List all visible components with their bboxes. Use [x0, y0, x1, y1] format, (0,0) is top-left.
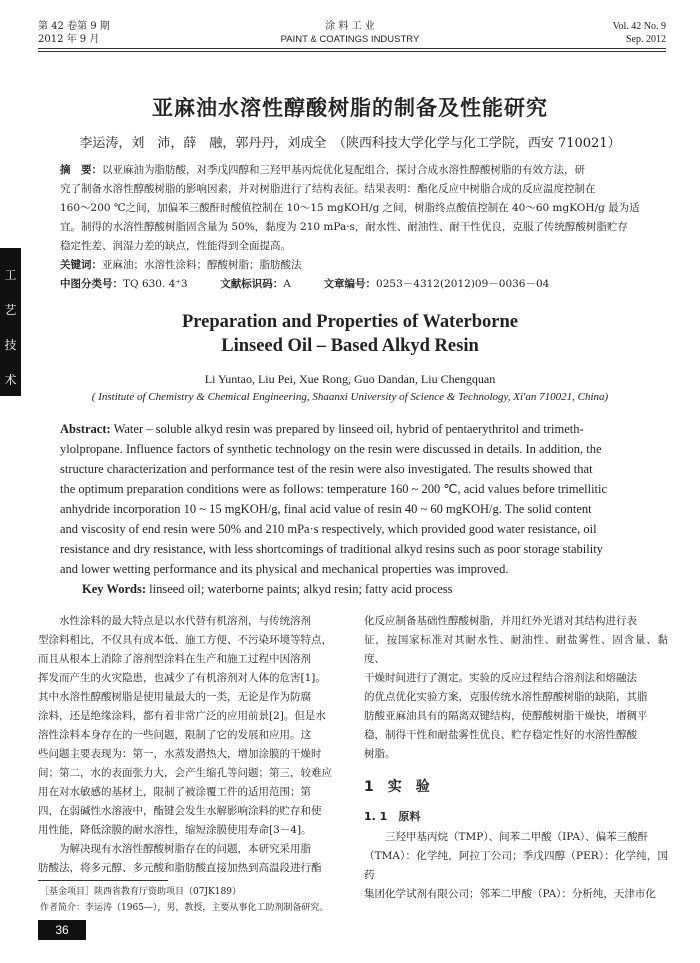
section-heading: 1 实 验	[364, 779, 430, 795]
page-number: 36	[38, 920, 86, 940]
subsection-heading: 1. 1 原料	[364, 810, 421, 823]
english-title: Preparation and Properties of Waterborne Linseed Oil – Based Alkyd Resin	[181, 312, 519, 356]
english-affiliation: ( Institute of Chemistry & Chemical Engineering, Shaanxi University of Science & Technology, Xi'an 710021, China)	[91, 391, 609, 403]
footnotes: ［基金项目］陕西省教育厅资助项目（07JK189） 作者简介：李运涛（1965—），男，教授，主要从事化工助剂制备研究。	[40, 887, 329, 913]
english-authors: Li Yuntao, Liu Pei, Xue Rong, Guo Dandan, Liu Chengquan	[204, 372, 496, 386]
authors-cn: 李运涛，刘 沛，薛 融，郭丹丹，刘成全 （陕西科技大学化学与化工学院，西安 710021）	[79, 136, 621, 151]
abstract-en: Abstract: Water – soluble alkyd resin was prepared by linseed oil, hybrid of pentaerythritol and trimeth- ylolpropane. Influence factors of synthetic technology on the resin were discussed in details. In addition, the structure characterization and performance test of the resin were also investigated. The results showed that the optimum preparation conditions were as follows: temperature 160 ~ 200 ℃, acid values before trimellitic anhydride incorporation 10 ~ 15 mgKOH/g, final acid value of resin 40 ~ 60 mgKOH/g. The solid content and viscosity of end resin were 50% and 210 mPa·s respectively, which provided good water resistance, oil resistance and dry resistance, with less shortcomings of traditional alkyd resins such as poor storage stability and lower wetting performance and its physical and mechanical properties was improved. Key Words: linseed oil; waterborne paints; alkyd resin; fatty acid process	[60, 419, 646, 599]
footnote-rule	[38, 880, 168, 881]
page-title: 亚麻油水溶性醇酸树脂的制备及性能研究	[152, 96, 548, 120]
keywords-en: Key Words: linseed oil; waterborne paints; alkyd resin; fatty acid process	[82, 582, 453, 596]
body-right-column: 化反应制备基础性醇酸树脂，并用红外光谱对其结构进行表 征，按国家标准对其耐水性、耐油性、耐盐雾性、固含量、黏度、 干燥时间进行了测定。实验的反应过程结合溶剂法和熔融法 的优点优化实验方案，克服传统水溶性醇酸树脂的缺陷，其脂 肪酸亚麻油具有的隔离双键结构，使醇酸树脂干燥快，增稠平 稳，制得干性和耐盐雾性优良、贮存稳定性好的水溶性醇酸 树脂。 1 实 验 1. 1 原料 三羟甲基丙烷（TMP）、间苯二甲酸（IPA）、偏苯三酸酐 （TMA）：化学纯，阿拉丁公司；季戊四醇（PER）：化学纯，国药 集团化学试剂有限公司；邻苯二甲酸（PA）：分析纯，天津市化	[364, 615, 668, 900]
header-rule	[38, 48, 666, 49]
section-sidebar-tab: 工 艺 技 术	[0, 248, 21, 396]
journal-issue: 第 42 卷第 9 期 2012 年 9 月	[38, 21, 110, 45]
volume-info: Vol. 42 No. 9 Sep. 2012	[612, 21, 666, 45]
journal-name: 涂 料 工 业 PAINT & COATINGS INDUSTRY	[280, 21, 420, 45]
header-rule-thin	[38, 51, 666, 52]
abstract-cn: 摘 要：以亚麻油为脂肪酸，对季戊四醇和三羟甲基丙烷优化复配组合，探讨合成水溶性醇酸树脂的有效方法，研 究了制备水溶性醇酸树脂的影响因素，并对树脂进行了结构表征。结果表明：酯化反应中树脂合成的反应温度控制在 160～200 ℃之间，加偏苯三酸酐时酸值控制在 10～15 mgKOH/g 之间，树脂终点酸值控制在 40～60 mgKOH/g 最为适 宜。制得的水溶性醇酸树脂固含量为 50%，黏度为 210 mPa·s，耐水性、耐油性、耐干性优良，克服了传统醇酸树脂贮存 稳定性差、润湿力差的缺点，性能得到全面提高。 关键词：亚麻油；水溶性涂料；醇酸树脂；脂肪酸法 中图分类号：TQ 630. 4⁺3 文献标识码：A 文章编号：0253－4312(2012)09－0036－04	[60, 161, 646, 294]
classification-line: 中图分类号：TQ 630. 4⁺3 文献标识码：A 文章编号：0253－4312(2012)09－0036－04	[60, 278, 550, 290]
body-left-column: 水性涂料的最大特点是以水代替有机溶剂，与传统溶剂 型涂料相比，不仅具有成本低、施工方便、不污染环境等特点， 而且从根本上消除了溶剂型涂料在生产和施工过程中因溶剂 挥发而产生的火灾隐患，也减少了有机溶剂对人体的危害[1]。 其中水溶性醇酸树脂是使用量最大的一类，无论是作为防腐 涂料，还是绝缘涂料，都有着非常广泛的应用前景[2]。但是水 溶性涂料本身存在的一些问题，限制了它的发展和应用。这 些问题主要表现为：第一，水蒸发潜热大，增加涂膜的干燥时 间；第二，水的表面张力大，会产生缩孔等问题；第三，较难应 用在对水敏感的基材上，限制了被涂覆工件的适用范围；第 四，在弱碱性水溶液中，酯键会发生水解影响涂料的贮存和使 用性能，降低涂膜的耐水溶性，缩短涂膜使用寿命[3－4]。 为解决现有水溶性醇酸树脂存在的问题，本研究采用脂 肪酸法，将多元醇、多元酸和脂肪酸直接加热到高温段进行酯	[38, 615, 332, 874]
keywords-cn: 关键词：亚麻油；水溶性涂料；醇酸树脂；脂肪酸法	[60, 259, 302, 271]
